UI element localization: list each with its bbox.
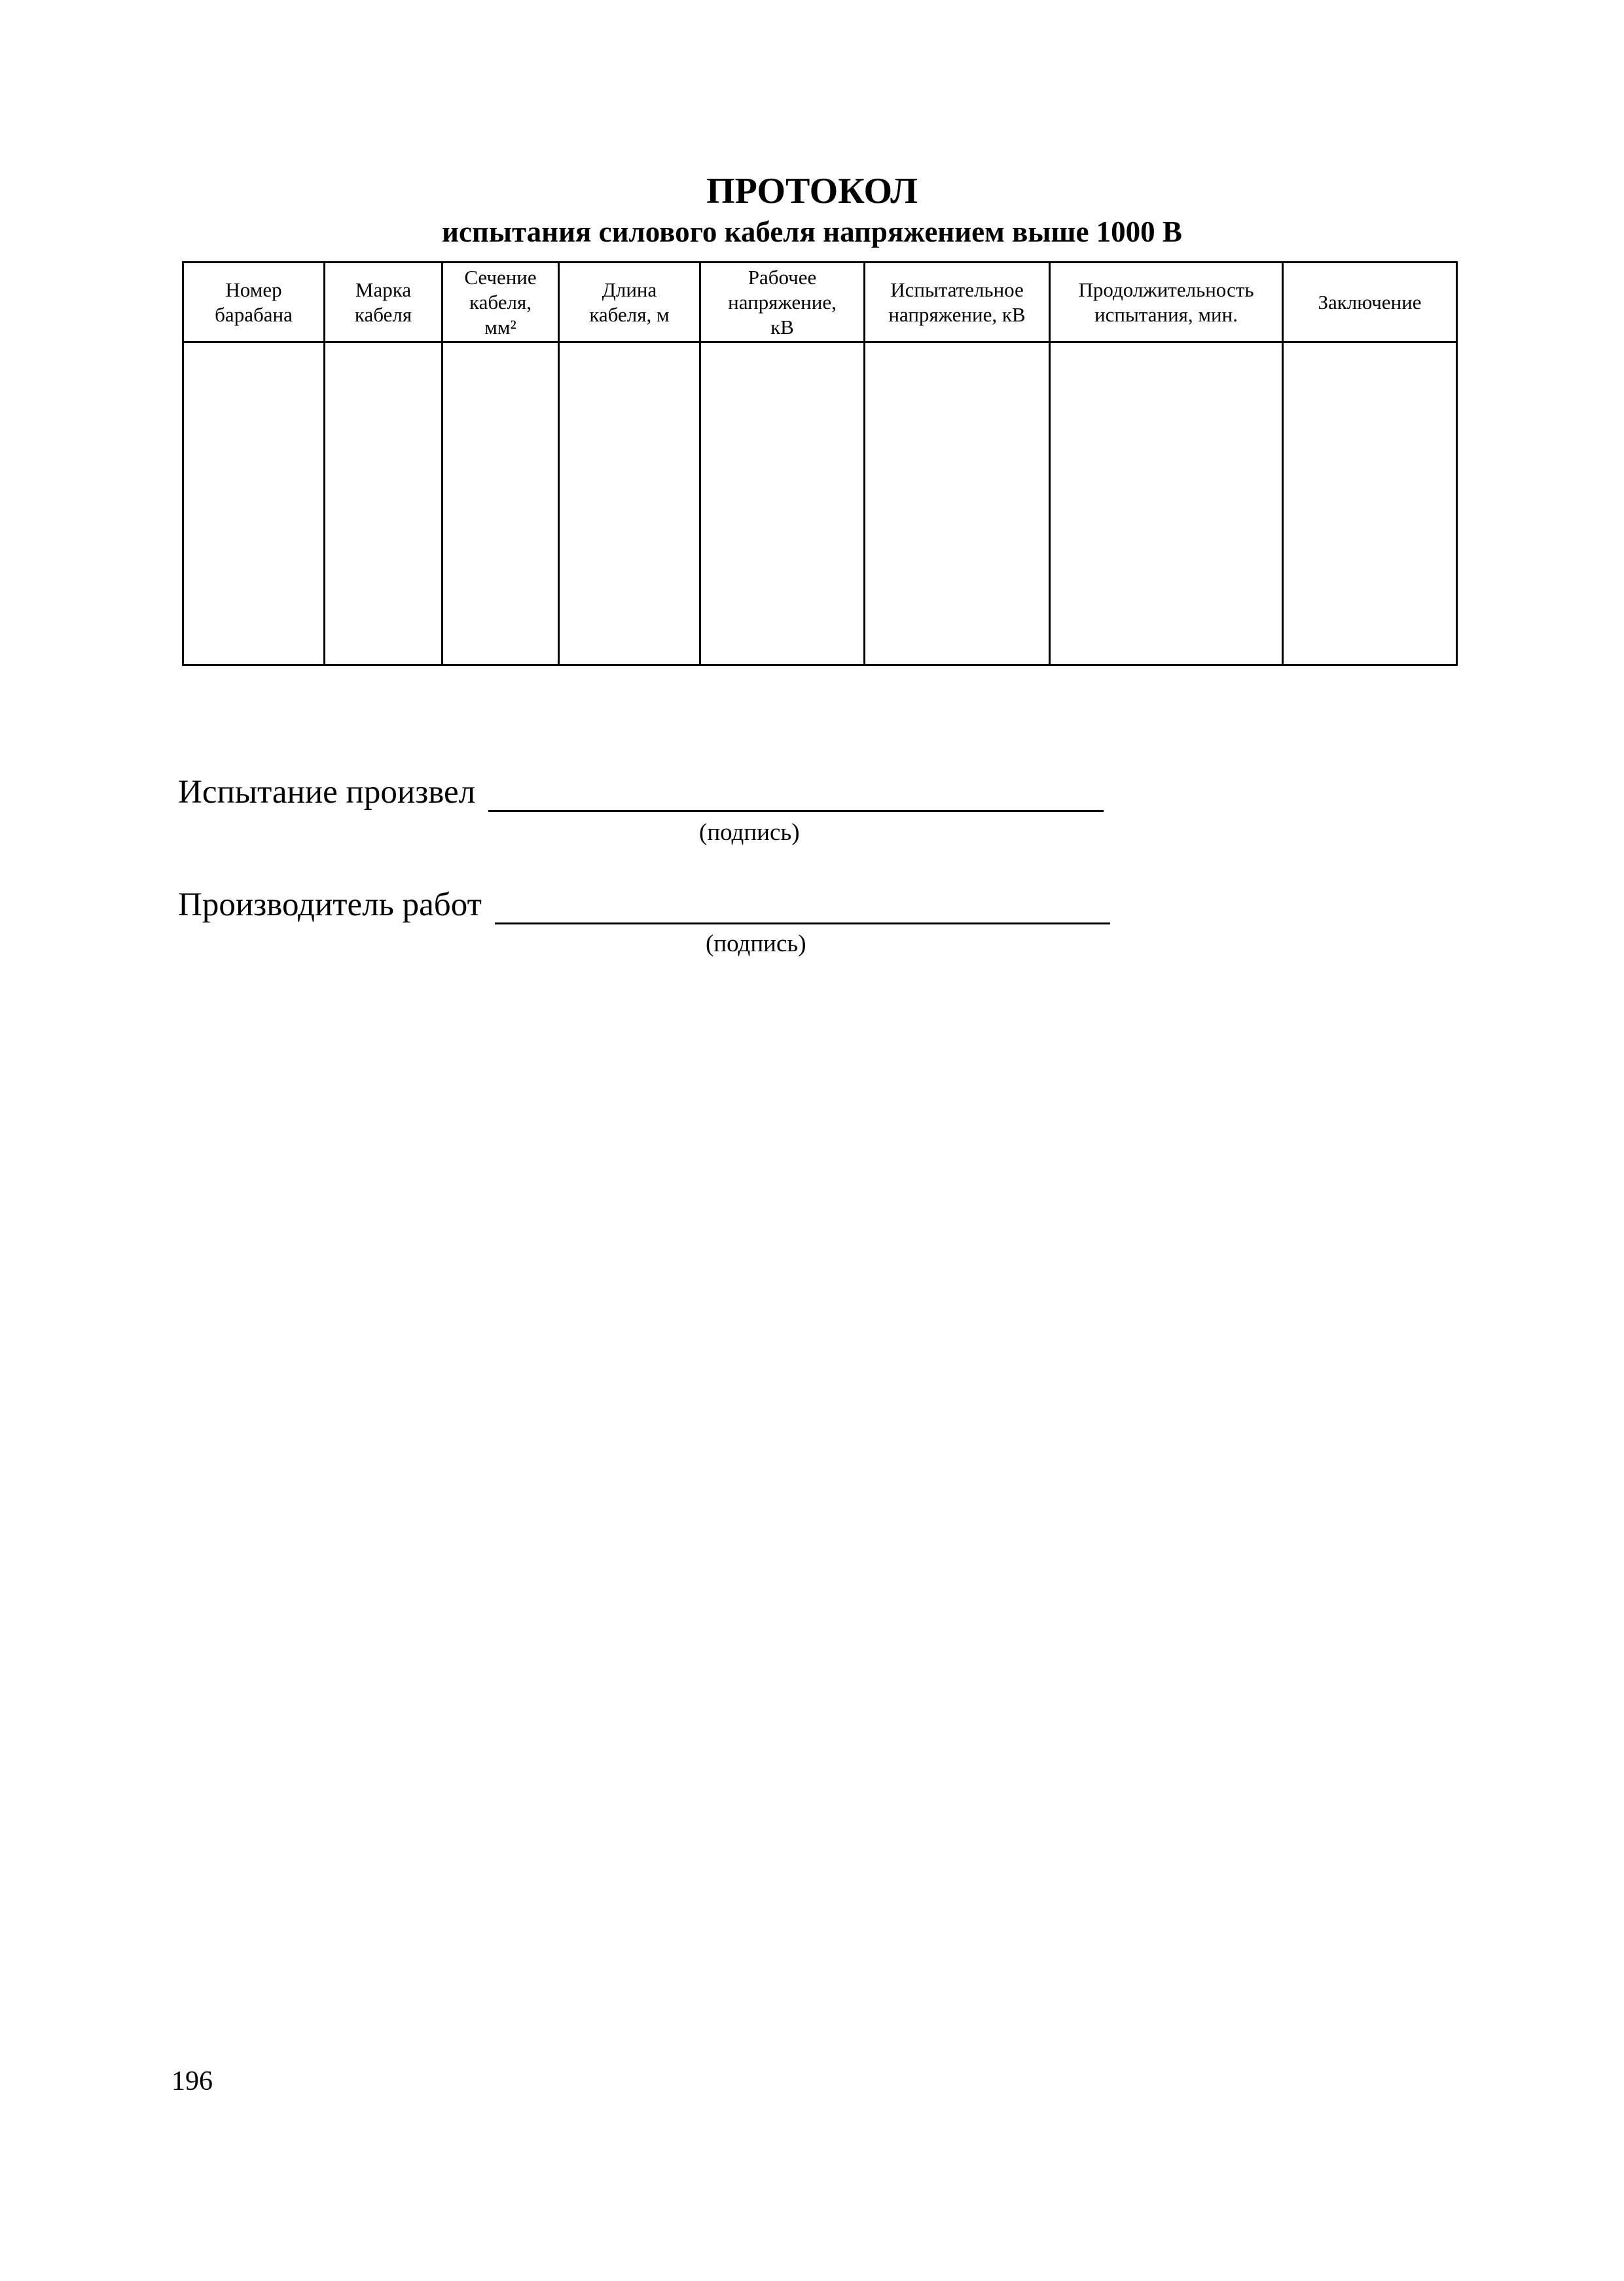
header-test-voltage: Испытательное напряжение, кВ <box>865 263 1050 342</box>
header-cable-brand: Марка кабеля <box>325 263 442 342</box>
header-working-voltage: Рабочее напряжение, кВ <box>700 263 865 342</box>
header-cable-section: Сечение кабеля, мм² <box>442 263 559 342</box>
cell-drum-number[interactable] <box>183 342 325 665</box>
tested-by-label: Испытание произвел <box>178 774 476 811</box>
work-manager-signature-field[interactable] <box>495 891 1110 924</box>
protocol-subtitle: испытания силового кабеля напряжением выше 1000 В <box>442 215 1182 248</box>
header-cable-length: Длина кабеля, м <box>559 263 700 342</box>
cell-cable-brand[interactable] <box>325 342 442 665</box>
protocol-title: ПРОТОКОЛ <box>706 171 918 211</box>
cell-test-duration[interactable] <box>1050 342 1283 665</box>
protocol-table <box>182 261 1458 666</box>
header-test-duration: Продолжительность испытания, мин. <box>1050 263 1283 342</box>
cell-working-voltage[interactable] <box>700 342 865 665</box>
work-manager-caption: (подпись) <box>706 930 806 957</box>
page-number: 196 <box>171 2066 213 2096</box>
cell-cable-length[interactable] <box>559 342 700 665</box>
cell-cable-section[interactable] <box>442 342 559 665</box>
table-header-row <box>183 263 1457 342</box>
tested-by-caption: (подпись) <box>699 819 800 846</box>
header-drum-number: Номер барабана <box>183 263 325 342</box>
tested-by-signature-field[interactable] <box>488 778 1104 812</box>
table-row <box>183 342 1457 665</box>
cell-test-voltage[interactable] <box>865 342 1050 665</box>
work-manager-line <box>178 885 1110 924</box>
tested-by-line <box>178 773 1104 812</box>
cell-conclusion[interactable] <box>1283 342 1457 665</box>
work-manager-label: Производитель работ <box>178 886 482 923</box>
header-conclusion: Заключение <box>1283 263 1457 342</box>
